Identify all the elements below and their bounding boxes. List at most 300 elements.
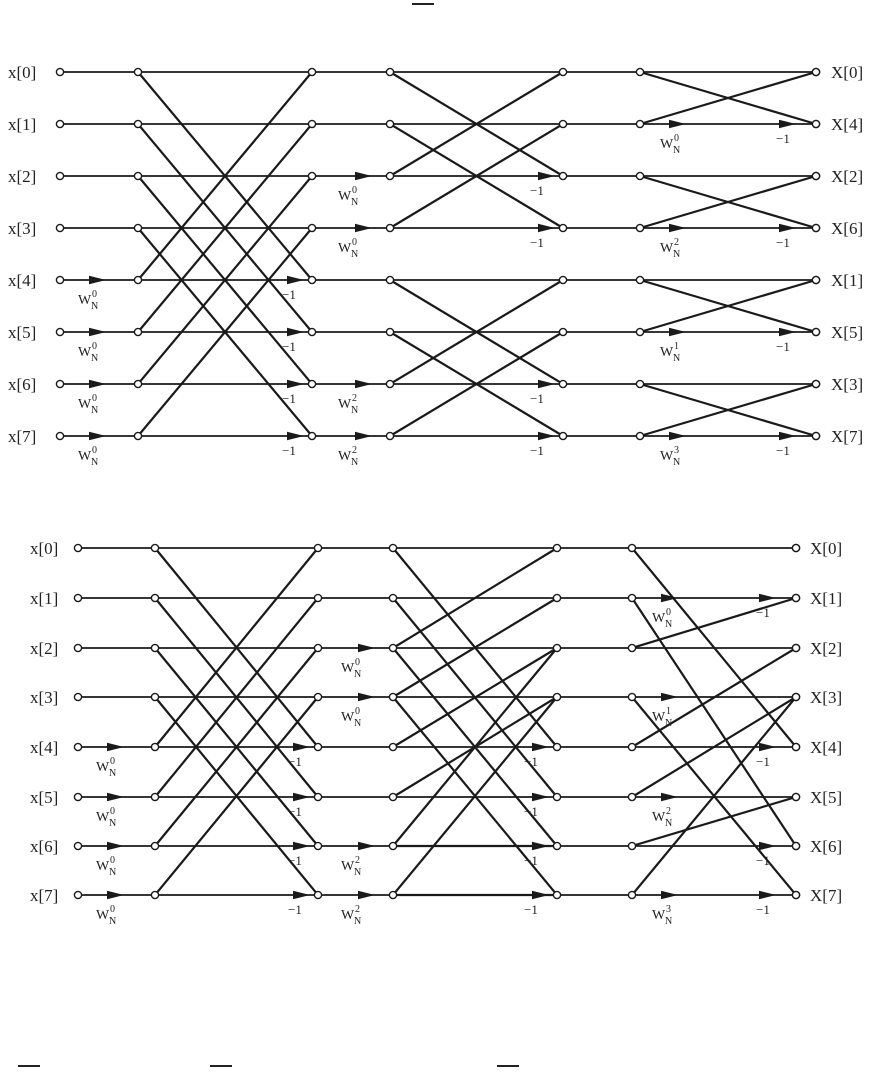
twiddle-exponent: 3 — [666, 904, 671, 915]
flow-node — [74, 644, 81, 651]
input-label: x[5] — [8, 323, 37, 342]
flow-node — [56, 380, 63, 387]
crossing-layer — [138, 72, 816, 436]
flow-node — [308, 328, 315, 335]
flow-node — [314, 842, 321, 849]
flow-node — [151, 842, 158, 849]
arrow-head — [669, 432, 686, 440]
flow-node — [56, 172, 63, 179]
twiddle-subscript: N — [109, 768, 117, 779]
twiddle-base: W — [78, 293, 92, 308]
arrow-head — [107, 891, 124, 899]
output-label: X[4] — [810, 738, 843, 757]
flow-node — [389, 644, 396, 651]
flow-node — [812, 172, 819, 179]
flow-node — [74, 544, 81, 551]
flow-node — [314, 793, 321, 800]
flow-node — [56, 68, 63, 75]
twiddle-label — [341, 904, 361, 927]
input-label: x[4] — [8, 271, 37, 290]
arrow-head — [107, 743, 124, 751]
twiddle-exponent: 3 — [674, 445, 679, 456]
twiddle-exponent: 0 — [110, 855, 115, 866]
twiddle-subscript: N — [665, 818, 673, 829]
twiddle-label — [78, 341, 98, 364]
output-label: X[6] — [831, 219, 864, 238]
twiddle-base: W — [660, 345, 674, 360]
flow-node — [559, 276, 566, 283]
minus-one-label: −1 — [756, 902, 770, 917]
output-label: X[3] — [831, 375, 864, 394]
input-label: x[0] — [30, 539, 59, 558]
twiddle-base: W — [341, 908, 355, 923]
input-label: x[7] — [30, 886, 59, 905]
flow-node — [636, 432, 643, 439]
flow-node — [308, 432, 315, 439]
twiddle-exponent: 2 — [355, 904, 360, 915]
flow-node — [628, 743, 635, 750]
minus-one-label: −1 — [530, 443, 544, 458]
flow-node — [636, 276, 643, 283]
flow-node — [628, 594, 635, 601]
arrow-head — [661, 891, 678, 899]
arrow-head — [538, 172, 555, 180]
twiddle-subscript: N — [91, 457, 99, 468]
arrow-head — [669, 120, 686, 128]
minus-one-label: −1 — [776, 235, 790, 250]
flow-node — [628, 644, 635, 651]
twiddle-subscript: N — [351, 197, 359, 208]
arrow-head — [107, 842, 124, 850]
twiddle-label — [96, 855, 116, 878]
arrow-head — [532, 743, 549, 751]
arrow-head — [779, 328, 796, 336]
input-label: x[0] — [8, 63, 37, 82]
twiddle-base: W — [78, 449, 92, 464]
twiddle-exponent: 0 — [110, 904, 115, 915]
flow-node — [74, 594, 81, 601]
twiddle-label — [338, 393, 358, 416]
arrow-head — [89, 380, 106, 388]
twiddle-subscript: N — [91, 301, 99, 312]
arrow-head — [779, 224, 796, 232]
flow-node — [553, 842, 560, 849]
flow-node — [636, 120, 643, 127]
minus-one-label: −1 — [282, 287, 296, 302]
flow-node — [308, 68, 315, 75]
output-label: X[0] — [831, 63, 864, 82]
flow-node — [389, 891, 396, 898]
twiddle-exponent: 0 — [352, 237, 357, 248]
output-label: X[6] — [810, 837, 843, 856]
twiddle-base: W — [652, 710, 666, 725]
twiddle-base: W — [96, 859, 110, 874]
arrow-head — [532, 891, 549, 899]
minus-one-label: −1 — [756, 853, 770, 868]
input-label: x[3] — [8, 219, 37, 238]
output-label: X[4] — [831, 115, 864, 134]
arrow-head — [358, 693, 375, 701]
flow-node — [151, 793, 158, 800]
flow-node — [792, 743, 799, 750]
arrow-head — [89, 276, 106, 284]
minus-one-label: −1 — [282, 391, 296, 406]
flow-node — [559, 380, 566, 387]
flow-node — [553, 544, 560, 551]
flow-node — [389, 544, 396, 551]
flow-node — [386, 68, 393, 75]
arrow-head — [358, 842, 375, 850]
twiddle-subscript: N — [109, 818, 117, 829]
flow-node — [628, 891, 635, 898]
flow-node — [792, 544, 799, 551]
arrow-head — [779, 432, 796, 440]
flow-graph-bottom — [30, 539, 842, 927]
twiddle-exponent: 1 — [666, 706, 671, 717]
minus-one-label: −1 — [288, 902, 302, 917]
flow-node — [314, 693, 321, 700]
input-label: x[6] — [30, 837, 59, 856]
twiddle-label — [341, 855, 361, 878]
twiddle-exponent: 0 — [674, 133, 679, 144]
twiddle-subscript: N — [673, 145, 681, 156]
twiddle-base: W — [96, 760, 110, 775]
twiddle-exponent: 2 — [352, 393, 357, 404]
twiddle-exponent: 2 — [355, 855, 360, 866]
twiddle-base: W — [338, 397, 352, 412]
twiddle-label — [652, 904, 672, 927]
minus-one-label: −1 — [524, 754, 538, 769]
minus-one-label: −1 — [530, 235, 544, 250]
flow-node — [553, 693, 560, 700]
twiddle-subscript: N — [91, 405, 99, 416]
twiddle-exponent: 2 — [674, 237, 679, 248]
twiddle-exponent: 0 — [666, 607, 671, 618]
twiddle-label — [341, 706, 361, 729]
flow-node — [812, 380, 819, 387]
twiddle-subscript: N — [673, 249, 681, 260]
twiddle-base: W — [96, 908, 110, 923]
minus-one-label: −1 — [282, 339, 296, 354]
minus-one-label: −1 — [288, 853, 302, 868]
input-label: x[1] — [30, 589, 59, 608]
arrow-head — [779, 120, 796, 128]
twiddle-label — [652, 806, 672, 829]
arrow-head — [355, 224, 372, 232]
output-label: X[5] — [831, 323, 864, 342]
arrow-head — [287, 380, 304, 388]
input-label: x[1] — [8, 115, 37, 134]
arrow-head — [759, 594, 776, 602]
input-label: x[3] — [30, 688, 59, 707]
twiddle-subscript: N — [354, 669, 362, 680]
input-label: x[7] — [8, 427, 37, 446]
arrow-head — [293, 743, 310, 751]
arrow-head — [661, 693, 678, 701]
flow-node — [386, 224, 393, 231]
twiddle-subscript: N — [665, 718, 673, 729]
flow-node — [559, 68, 566, 75]
twiddle-label — [78, 289, 98, 312]
twiddle-subscript: N — [109, 867, 117, 878]
flow-node — [74, 842, 81, 849]
twiddle-exponent: 2 — [666, 806, 671, 817]
arrow-head — [293, 842, 310, 850]
arrow-head — [358, 644, 375, 652]
output-label: X[3] — [810, 688, 843, 707]
flow-node — [308, 380, 315, 387]
flow-node — [389, 793, 396, 800]
twiddle-base: W — [78, 397, 92, 412]
arrow-head — [759, 743, 776, 751]
twiddle-base: W — [338, 449, 352, 464]
output-label: X[2] — [831, 167, 864, 186]
arrow-head — [355, 432, 372, 440]
arrow-head — [89, 432, 106, 440]
flow-node — [308, 276, 315, 283]
minus-one-label: −1 — [776, 131, 790, 146]
flow-node — [389, 693, 396, 700]
twiddle-base: W — [652, 611, 666, 626]
arrow-head — [293, 793, 310, 801]
flow-node — [386, 120, 393, 127]
input-label: x[2] — [30, 639, 59, 658]
twiddle-subscript: N — [351, 249, 359, 260]
page-footer-rules — [18, 4, 519, 1066]
flow-node — [389, 842, 396, 849]
arrow-head — [538, 224, 555, 232]
arrow-head — [293, 891, 310, 899]
flow-node — [314, 644, 321, 651]
twiddle-label — [660, 341, 680, 364]
twiddle-subscript: N — [351, 457, 359, 468]
flow-node — [134, 224, 141, 231]
flow-node — [553, 891, 560, 898]
arrow-head — [355, 380, 372, 388]
minus-one-label: −1 — [524, 902, 538, 917]
twiddle-exponent: 0 — [110, 756, 115, 767]
flow-node — [792, 842, 799, 849]
flow-node — [134, 276, 141, 283]
flow-node — [812, 68, 819, 75]
flow-node — [56, 432, 63, 439]
flow-node — [308, 224, 315, 231]
twiddle-label — [78, 393, 98, 416]
minus-one-label: −1 — [530, 183, 544, 198]
flow-node — [151, 594, 158, 601]
arrow-head — [355, 172, 372, 180]
twiddle-base: W — [338, 241, 352, 256]
twiddle-subscript: N — [673, 353, 681, 364]
flow-node — [314, 743, 321, 750]
flow-node — [56, 120, 63, 127]
flow-node — [559, 120, 566, 127]
twiddle-subscript: N — [665, 619, 673, 630]
flow-node — [559, 432, 566, 439]
flow-node — [134, 68, 141, 75]
flow-node — [74, 793, 81, 800]
flow-node — [792, 891, 799, 898]
crossing-layer — [155, 548, 796, 895]
arrow-head — [287, 328, 304, 336]
arrow-head — [287, 276, 304, 284]
flow-node — [386, 380, 393, 387]
twiddle-exponent: 1 — [674, 341, 679, 352]
flow-node — [151, 644, 158, 651]
twiddle-label — [341, 657, 361, 680]
arrow-head — [287, 432, 304, 440]
twiddle-label — [96, 806, 116, 829]
minus-one-label: −1 — [756, 605, 770, 620]
flow-node — [812, 276, 819, 283]
flow-node — [134, 328, 141, 335]
flow-node — [389, 743, 396, 750]
twiddle-label — [338, 237, 358, 260]
twiddle-base: W — [652, 908, 666, 923]
flow-node — [151, 743, 158, 750]
output-label: X[7] — [831, 427, 864, 446]
flow-node — [386, 432, 393, 439]
flow-node — [636, 68, 643, 75]
twiddle-base: W — [660, 449, 674, 464]
flow-node — [636, 328, 643, 335]
output-label: X[2] — [810, 639, 843, 658]
twiddle-exponent: 0 — [92, 393, 97, 404]
twiddle-base: W — [660, 241, 674, 256]
minus-one-label: −1 — [288, 754, 302, 769]
twiddle-base: W — [660, 137, 674, 152]
flow-node — [74, 891, 81, 898]
flow-node — [314, 891, 321, 898]
arrow-head — [89, 328, 106, 336]
arrow-head — [669, 328, 686, 336]
flow-node — [314, 544, 321, 551]
flow-node — [56, 328, 63, 335]
minus-one-label: −1 — [282, 443, 296, 458]
minus-one-label: −1 — [776, 339, 790, 354]
twiddle-base: W — [78, 345, 92, 360]
output-label: X[0] — [810, 539, 843, 558]
twiddle-label — [96, 756, 116, 779]
twiddle-subscript: N — [354, 916, 362, 927]
minus-one-label: −1 — [530, 391, 544, 406]
input-label: x[6] — [8, 375, 37, 394]
twiddle-subscript: N — [351, 405, 359, 416]
flow-node — [151, 693, 158, 700]
minus-one-label: −1 — [756, 754, 770, 769]
twiddle-base: W — [341, 661, 355, 676]
flow-node — [628, 544, 635, 551]
flow-node — [151, 544, 158, 551]
twiddle-subscript: N — [354, 718, 362, 729]
flow-node — [386, 172, 393, 179]
flow-node — [134, 172, 141, 179]
flow-node — [792, 693, 799, 700]
minus-one-label: −1 — [524, 853, 538, 868]
flow-node — [628, 693, 635, 700]
flow-node — [636, 224, 643, 231]
flow-node — [134, 432, 141, 439]
twiddle-label — [660, 445, 680, 468]
flow-node — [812, 120, 819, 127]
flow-node — [553, 743, 560, 750]
twiddle-base: W — [96, 810, 110, 825]
flow-node — [389, 594, 396, 601]
flow-node — [314, 594, 321, 601]
twiddle-exponent: 0 — [352, 185, 357, 196]
output-label: X[5] — [810, 788, 843, 807]
flow-node — [56, 276, 63, 283]
minus-one-label: −1 — [524, 804, 538, 819]
twiddle-subscript: N — [673, 457, 681, 468]
flow-node — [74, 693, 81, 700]
arrow-head — [538, 380, 555, 388]
twiddle-exponent: 0 — [355, 706, 360, 717]
flow-node — [559, 328, 566, 335]
output-label: X[7] — [810, 886, 843, 905]
twiddle-exponent: 0 — [355, 657, 360, 668]
flow-node — [792, 644, 799, 651]
input-label: x[5] — [30, 788, 59, 807]
twiddle-subscript: N — [91, 353, 99, 364]
twiddle-label — [652, 607, 672, 630]
arrow-head — [532, 793, 549, 801]
arrow-head — [532, 842, 549, 850]
twiddle-exponent: 0 — [110, 806, 115, 817]
flow-node — [151, 891, 158, 898]
wire-layer — [60, 72, 816, 436]
twiddle-exponent: 0 — [92, 341, 97, 352]
flow-node — [553, 644, 560, 651]
output-label: X[1] — [831, 271, 864, 290]
flow-node — [628, 793, 635, 800]
twiddle-base: W — [341, 859, 355, 874]
flow-node — [559, 224, 566, 231]
flow-node — [553, 594, 560, 601]
arrow-head — [759, 842, 776, 850]
twiddle-base: W — [652, 810, 666, 825]
flow-node — [386, 276, 393, 283]
flow-node — [812, 224, 819, 231]
arrow-head — [538, 432, 555, 440]
twiddle-base: W — [338, 189, 352, 204]
flow-node — [812, 328, 819, 335]
flow-node — [308, 120, 315, 127]
minus-one-label: −1 — [288, 804, 302, 819]
flow-node — [792, 594, 799, 601]
input-label: x[4] — [30, 738, 59, 757]
flow-node — [134, 120, 141, 127]
flow-graph-top — [8, 63, 863, 468]
twiddle-exponent: 0 — [92, 289, 97, 300]
minus-one-label: −1 — [776, 443, 790, 458]
twiddle-label — [338, 185, 358, 208]
flow-node — [74, 743, 81, 750]
flow-node — [553, 793, 560, 800]
twiddle-label — [96, 904, 116, 927]
flow-node — [792, 793, 799, 800]
twiddle-subscript: N — [665, 916, 673, 927]
output-label: X[1] — [810, 589, 843, 608]
arrow-head — [661, 793, 678, 801]
arrow-head — [759, 891, 776, 899]
twiddle-subscript: N — [354, 867, 362, 878]
flow-node — [812, 432, 819, 439]
flow-node — [134, 380, 141, 387]
arrow-head — [669, 224, 686, 232]
arrow-head — [358, 891, 375, 899]
arrow-head — [107, 793, 124, 801]
